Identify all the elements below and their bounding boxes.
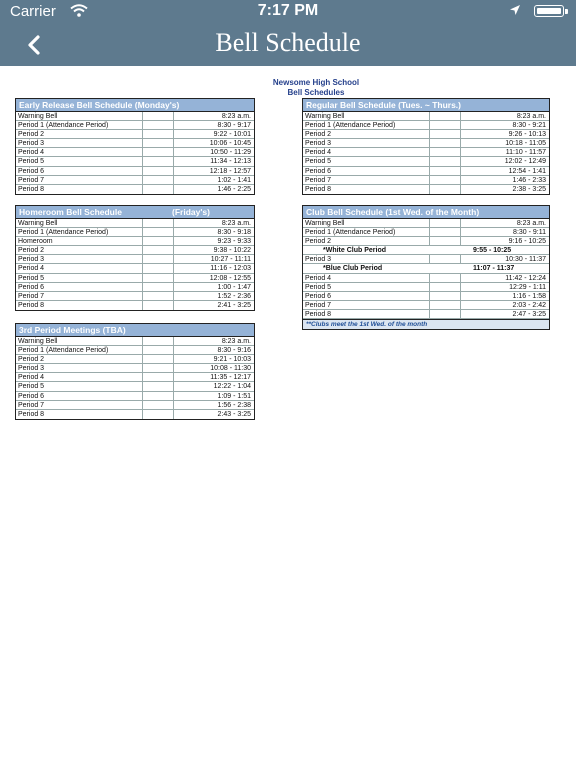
period-time: 12:54 - 1:41 bbox=[508, 167, 546, 175]
period-label: Period 7 bbox=[18, 401, 45, 409]
period-label: Warning Bell bbox=[305, 113, 345, 120]
early-release-table bbox=[15, 98, 255, 195]
period-label: Period 5 bbox=[305, 283, 332, 291]
period-label: Homeroom bbox=[18, 238, 53, 246]
period-time: 10:06 - 10:45 bbox=[209, 140, 251, 148]
battery-icon bbox=[534, 5, 564, 17]
period-time: 11:35 - 12:17 bbox=[210, 374, 251, 382]
club-schedule-table bbox=[302, 205, 550, 330]
period-time: 1:00 - 1:47 bbox=[217, 283, 251, 291]
period-time: 12:02 - 12:49 bbox=[504, 158, 546, 166]
third-period-meetings-table bbox=[15, 323, 255, 420]
period-label: Period 5 bbox=[18, 158, 45, 166]
period-label: Period 1 (Attendance Period) bbox=[18, 347, 109, 355]
period-label: Period 7 bbox=[305, 301, 332, 309]
period-time: 8:23 a.m. bbox=[221, 113, 251, 120]
period-time: 1:46 - 2:25 bbox=[217, 185, 251, 193]
period-label: Period 3 bbox=[305, 140, 332, 148]
regular-schedule-table bbox=[302, 98, 550, 195]
period-label: Period 4 bbox=[18, 265, 45, 273]
period-time: 1:09 - 1:51 bbox=[217, 392, 251, 400]
period-time: 12:22 - 1:04 bbox=[213, 383, 251, 391]
period-label: Period 6 bbox=[18, 283, 45, 291]
period-time: 2:47 - 3:25 bbox=[512, 310, 546, 318]
table-header: Club Bell Schedule (1st Wed. of the Month) bbox=[303, 206, 549, 219]
table-header: Early Release Bell Schedule (Monday's) bbox=[16, 99, 254, 112]
period-label: Period 6 bbox=[305, 167, 332, 175]
club-note: **Clubs meet the 1st Wed. of the month bbox=[303, 319, 549, 329]
period-label: Period 2 bbox=[305, 131, 332, 139]
table-title-day: (Friday's) bbox=[172, 207, 210, 217]
period-time: 8:30 - 9:16 bbox=[217, 347, 251, 355]
period-label: Period 1 (Attendance Period) bbox=[18, 229, 109, 237]
period-label: Period 6 bbox=[305, 292, 332, 300]
club-period-label: *Blue Club Period bbox=[323, 265, 383, 273]
period-time: 9:21 - 10:03 bbox=[213, 356, 251, 364]
period-label: Warning Bell bbox=[305, 220, 345, 227]
period-time: 8:30 - 9:18 bbox=[217, 229, 251, 237]
period-time: 8:30 - 9:17 bbox=[217, 122, 251, 130]
period-label: Warning Bell bbox=[18, 113, 58, 120]
period-label: Period 7 bbox=[18, 292, 45, 300]
period-time: 8:23 a.m. bbox=[221, 220, 251, 227]
period-label: Period 1 (Attendance Period) bbox=[18, 122, 109, 130]
period-time: 11:42 - 12:24 bbox=[505, 274, 546, 282]
period-time: 1:56 - 2:38 bbox=[217, 401, 251, 409]
period-time: 12:08 - 12:55 bbox=[209, 274, 251, 282]
club-period-time: 9:55 - 10:25 bbox=[473, 247, 512, 255]
period-label: Period 5 bbox=[18, 274, 45, 282]
status-bar bbox=[0, 0, 576, 22]
period-label: Period 6 bbox=[18, 392, 45, 400]
period-label: Period 8 bbox=[305, 185, 332, 193]
period-label: Period 8 bbox=[18, 185, 45, 193]
period-time: 9:23 - 9:33 bbox=[217, 238, 251, 246]
table-header: Regular Bell Schedule (Tues. ~ Thurs.) bbox=[303, 99, 549, 112]
period-time: 1:16 - 1:58 bbox=[512, 292, 546, 300]
period-time: 2:38 - 3:25 bbox=[512, 185, 546, 193]
period-label: Period 4 bbox=[18, 374, 45, 382]
homeroom-schedule-table bbox=[15, 205, 255, 311]
location-arrow-icon bbox=[509, 4, 521, 16]
schedules-subtitle: Bell Schedules bbox=[287, 87, 345, 97]
period-time: 11:16 - 12:03 bbox=[210, 265, 251, 273]
period-label: Period 1 (Attendance Period) bbox=[305, 122, 396, 130]
table-header: 3rd Period Meetings (TBA) bbox=[16, 324, 254, 337]
period-label: Period 3 bbox=[305, 256, 332, 264]
period-label: Period 7 bbox=[305, 176, 332, 184]
period-label: Period 4 bbox=[305, 149, 332, 157]
period-time: 8:30 - 9:11 bbox=[513, 229, 546, 237]
period-label: Period 2 bbox=[18, 131, 45, 139]
period-label: Period 5 bbox=[18, 383, 45, 391]
period-time: 8:30 - 9:21 bbox=[512, 122, 546, 130]
period-time: 9:16 - 10:25 bbox=[508, 238, 546, 246]
period-time: 11:10 - 11:57 bbox=[505, 149, 546, 157]
period-time: 12:18 - 12:57 bbox=[209, 167, 251, 175]
period-time: 10:30 - 11:37 bbox=[505, 256, 546, 264]
period-label: Period 7 bbox=[18, 176, 45, 184]
period-time: 11:34 - 12:13 bbox=[210, 158, 251, 166]
period-time: 2:03 - 2:42 bbox=[512, 301, 546, 309]
period-time: 1:52 - 2:36 bbox=[217, 292, 251, 300]
period-time: 9:22 - 10:01 bbox=[213, 131, 251, 139]
school-name: Newsome High School bbox=[272, 78, 360, 87]
period-time: 10:08 - 11:30 bbox=[210, 365, 251, 373]
period-label: Period 1 (Attendance Period) bbox=[305, 229, 396, 237]
period-label: Period 4 bbox=[18, 149, 45, 157]
period-label: Period 8 bbox=[305, 310, 332, 318]
period-time: 8:23 a.m. bbox=[516, 113, 546, 120]
period-time: 12:29 - 1:11 bbox=[509, 283, 546, 291]
period-time: 1:02 - 1:41 bbox=[217, 176, 251, 184]
school-heading bbox=[0, 78, 576, 97]
carrier-label: Carrier bbox=[10, 3, 56, 20]
period-time: 10:18 - 11:05 bbox=[505, 140, 546, 148]
table-header bbox=[16, 206, 254, 219]
period-label: Period 2 bbox=[18, 247, 45, 255]
period-time: 8:23 a.m. bbox=[516, 220, 546, 227]
page-title: Bell Schedule bbox=[215, 28, 361, 57]
period-label: Period 3 bbox=[18, 140, 45, 148]
period-time: 9:38 - 10:22 bbox=[213, 247, 251, 255]
period-label: Period 2 bbox=[305, 238, 332, 246]
club-period-time: 11:07 - 11:37 bbox=[473, 265, 515, 273]
period-time: 10:27 - 11:11 bbox=[210, 256, 251, 264]
period-time: 9:26 - 10:13 bbox=[508, 131, 546, 139]
clock: 7:17 PM bbox=[257, 2, 319, 19]
period-label: Period 5 bbox=[305, 158, 332, 166]
period-label: Period 8 bbox=[18, 301, 45, 309]
period-label: Period 6 bbox=[18, 167, 45, 175]
period-label: Period 4 bbox=[305, 274, 332, 282]
club-period-label: *White Club Period bbox=[323, 247, 386, 255]
period-label: Period 8 bbox=[18, 410, 45, 418]
navigation-bar bbox=[0, 0, 576, 66]
period-time: 1:46 - 2:33 bbox=[512, 176, 546, 184]
period-label: Warning Bell bbox=[18, 220, 58, 227]
period-label: Warning Bell bbox=[18, 338, 58, 345]
period-label: Period 2 bbox=[18, 356, 45, 364]
period-time: 8:23 a.m. bbox=[221, 338, 251, 345]
table-title: Homeroom Bell Schedule bbox=[19, 207, 122, 217]
period-time: 2:43 - 3:25 bbox=[217, 410, 251, 418]
period-label: Period 3 bbox=[18, 256, 45, 264]
period-time: 2:41 - 3:25 bbox=[217, 301, 251, 309]
period-label: Period 3 bbox=[18, 365, 45, 373]
period-time: 10:50 - 11:29 bbox=[210, 149, 251, 157]
